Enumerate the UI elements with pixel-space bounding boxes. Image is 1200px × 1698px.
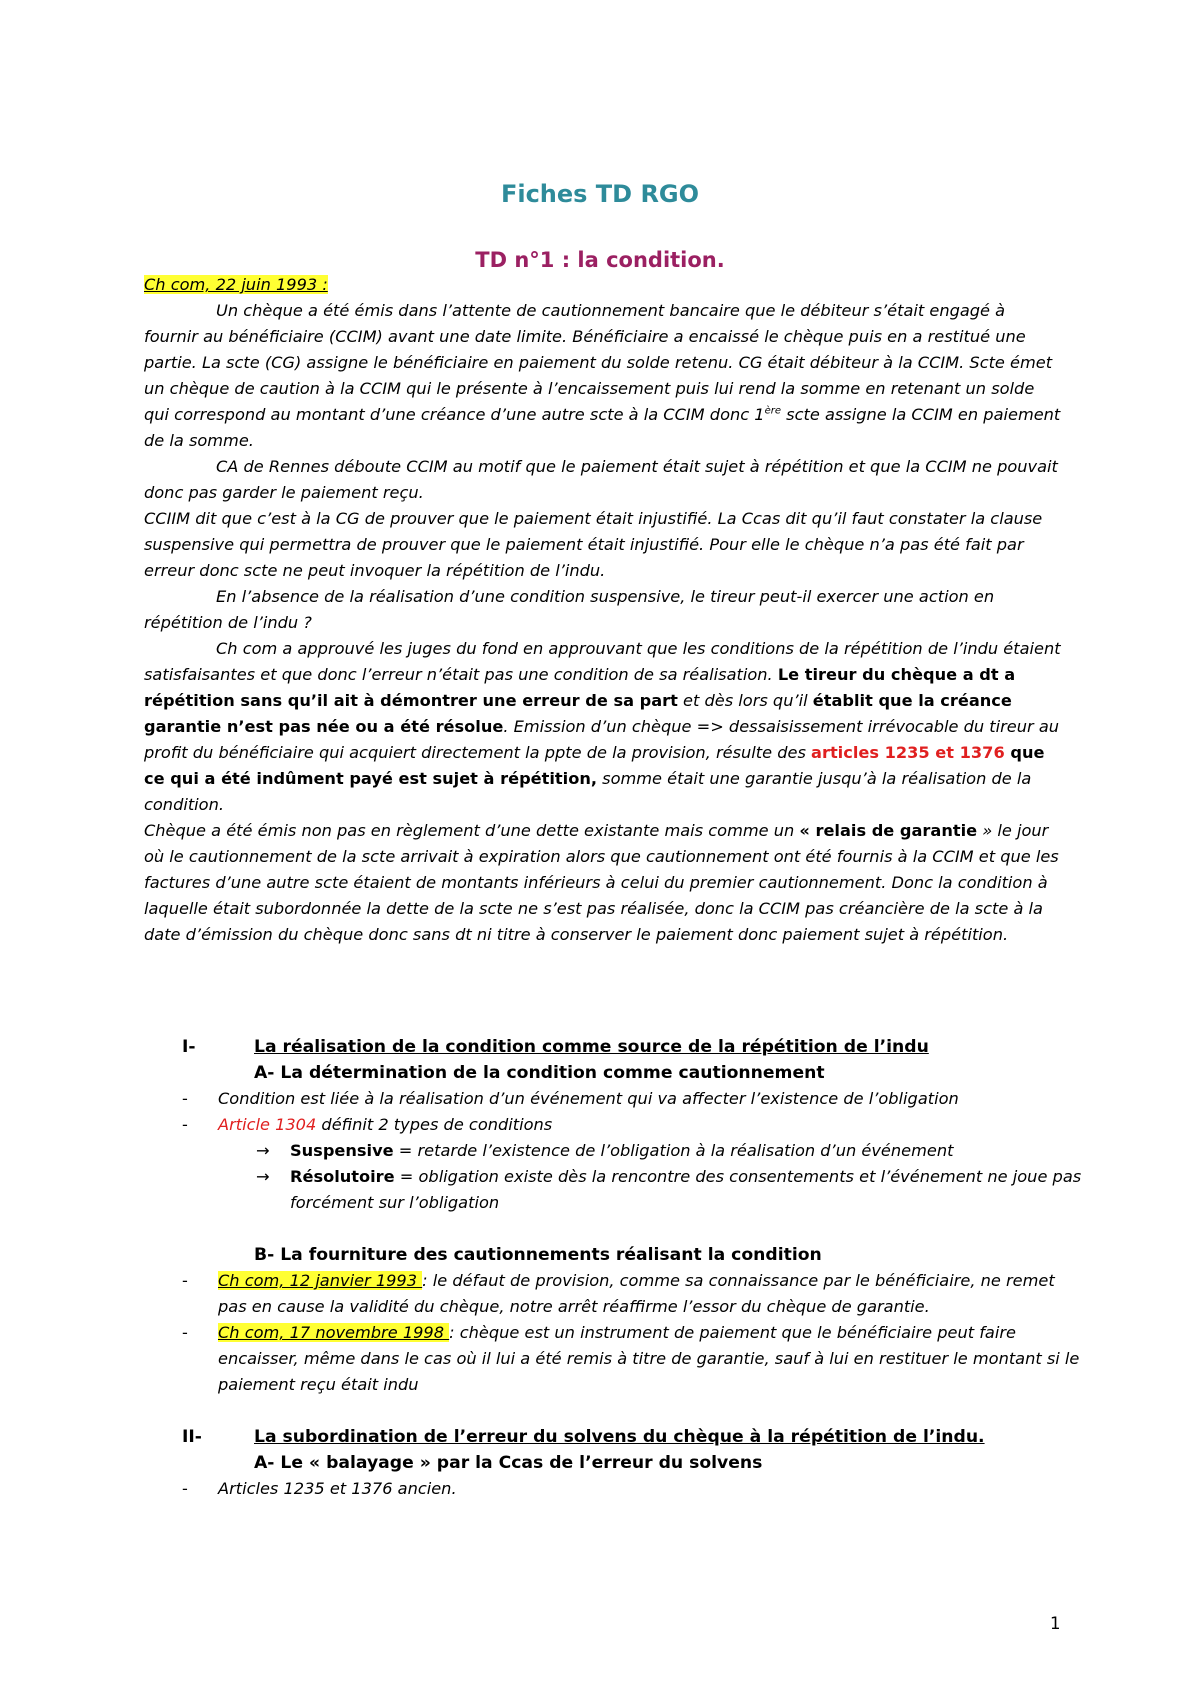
section-heading-1 [144, 1034, 1084, 1060]
spacer [144, 1398, 1084, 1424]
paragraph-solution [144, 636, 1062, 818]
superscript: ère [764, 405, 782, 417]
arrow-item [144, 1138, 1084, 1164]
paragraph-facts [144, 298, 1062, 454]
solution-text: Ch com a approuvé les juges du fond en approuvant que les conditions de la répétition de l’indu étaient satisfaisantes et que donc l’erreur n’était pas une condition de sa réalisation. [144, 639, 1061, 684]
bullet-dash: - [182, 1479, 188, 1498]
list-item-text: Articles 1235 et 1376 ancien. [218, 1479, 457, 1498]
arrow-item [144, 1164, 1084, 1216]
bullet-dash: - [182, 1271, 188, 1290]
td-subtitle: TD n°1 : la condition. [475, 248, 725, 272]
subsection-heading-1a: A- La détermination de la condition comme cautionnement [254, 1063, 825, 1083]
list-item-text: : chèque est un instrument de paiement que le bénéficiaire peut faire encaisser, même dans le cas où il lui a été remis à titre de garantie, sauf à lui en restituer le montant si le paiement reçu était indu [218, 1323, 1080, 1394]
case-reference-highlight: Ch com, 17 novembre 1998 [218, 1323, 450, 1342]
solution-bold-2: établit que la créance garantie n’est pas née ou a été résolue [144, 691, 1012, 736]
solution-text-2: et dès lors qu’il [677, 691, 813, 710]
solution-text-3: . Emission d’un chèque => dessaisissement irrévocable du tireur au profit du bénéficiaire qui acquiert directement la ppte de la provision, résulte des [144, 717, 1059, 762]
section-heading-2 [144, 1424, 1084, 1450]
analysis-bold: « relais de garantie [799, 821, 978, 840]
paragraph-ca: CA de Rennes déboute CCIM au motif que le paiement était sujet à répétition et que la CCIM ne pouvait donc pas garder le paiement reçu. [144, 457, 1058, 502]
section-title-1: La réalisation de la condition comme source de la répétition de l’indu [254, 1037, 929, 1057]
solution-bold-1: Le tireur du chèque a dt a répétition sans qu’il ait à démontrer une erreur de sa part [144, 665, 1016, 710]
paragraph-question: En l’absence de la réalisation d’une condition suspensive, le tireur peut-il exercer une action en répétition de l’indu ? [144, 587, 995, 632]
list-item [144, 1268, 1084, 1320]
articles-reference: articles 1235 et 1376 [811, 743, 1005, 762]
arrow-item-term: Résolutoire [290, 1167, 395, 1186]
case-reference-highlight: Ch com, 12 janvier 1993 [218, 1271, 423, 1290]
section-number-1: I- [182, 1037, 196, 1057]
document-title: Fiches TD RGO [500, 180, 700, 208]
paragraph-arguments: CCIIM dit que c’est à la CG de prouver que le paiement était injustifié. La Ccas dit qu’il faut constater la clause suspensive qui permettra de prouver que le paiement était injustifié. Pour elle le chèque n’a pas été fait par erreur donc scte ne peut invoquer la répétition de l’indu. [144, 509, 1043, 580]
section-title-2: La subordination de l’erreur du solvens du chèque à la répétition de l’indu. [254, 1427, 985, 1447]
bullet-dash: - [182, 1089, 188, 1108]
arrow-right-icon: → [256, 1167, 270, 1186]
list-item-text: Condition est liée à la réalisation d’un événement qui va affecter l’existence de l’obligation [218, 1089, 959, 1108]
list-item [144, 1112, 1084, 1138]
section-number-2: II- [182, 1427, 202, 1447]
outline [144, 1034, 1084, 1502]
bullet-dash: - [182, 1115, 188, 1134]
bullet-dash: - [182, 1323, 188, 1342]
facts-text-end: scte assigne la CCIM en paiement de la somme. [144, 405, 1061, 450]
list-item [144, 1320, 1084, 1398]
case-summary [144, 272, 1062, 948]
arrow-item-text: = retarde l’existence de l’obligation à la réalisation d’un événement [393, 1141, 954, 1160]
facts-text: Un chèque a été émis dans l’attente de cautionnement bancaire que le débiteur s’était engagé à fournir au bénéficiaire (CCIM) avant une date limite. Bénéficiaire a encaissé le chèque puis en a restitué une partie. La scte (CG) assigne le bénéficiaire en paiement du solde retenu. CG était débiteur à la CCIM. Scte émet un chèque de caution à la CCIM qui le présente à l’encaissement puis lui rend la somme en retenant un solde qui correspond au montant d’une créance d’une autre scte à la CCIM donc 1 [144, 301, 1053, 424]
list-item-text: définit 2 types de conditions [316, 1115, 553, 1134]
subsection-heading-1b: B- La fourniture des cautionnements réalisant la condition [254, 1245, 822, 1265]
solution-text-4: somme était une garantie jusqu’à la réalisation de la condition. [144, 769, 1032, 814]
spacer [144, 1216, 1084, 1242]
case-reference [144, 272, 1062, 298]
article-reference: Article 1304 [218, 1115, 317, 1134]
list-item [144, 1476, 1084, 1502]
solution-bold-3: que ce qui a été indûment payé est sujet à répétition, [144, 743, 1045, 788]
page-number: 1 [1050, 1614, 1061, 1633]
analysis-text: Chèque a été émis non pas en règlement d’une dette existante mais comme un [144, 821, 800, 840]
list-item-text: : le défaut de provision, comme sa connaissance par le bénéficiaire, ne remet pas en cause la validité du chèque, notre arrêt réaffirme l’essor du chèque de garantie. [218, 1271, 1055, 1316]
list-item [144, 1086, 1084, 1112]
analysis-text-2: » le jour où le cautionnement de la scte arrivait à expiration alors que cautionnement ont été fournis à la CCIM et que les factures d’une autre scte étaient de montants inférieurs à celui du premier cautionnement. Donc la condition à laquelle était subordonnée la dette de la scte ne s’est pas réalisée, donc la CCIM pas créancière de la scte à la date d’émission du chèque donc sans dt ni titre à conserver le paiement donc paiement sujet à répétition. [144, 821, 1059, 944]
paragraph-analysis [144, 818, 1062, 948]
subsection-heading-2a: A- Le « balayage » par la Ccas de l’erreur du solvens [254, 1453, 763, 1473]
arrow-item-text: = obligation existe dès la rencontre des consentements et l’événement ne joue pas forcément sur l’obligation [290, 1167, 1082, 1212]
case-reference-highlight: Ch com, 22 juin 1993 : [144, 275, 328, 294]
arrow-item-term: Suspensive [290, 1141, 394, 1160]
arrow-right-icon: → [256, 1141, 270, 1160]
